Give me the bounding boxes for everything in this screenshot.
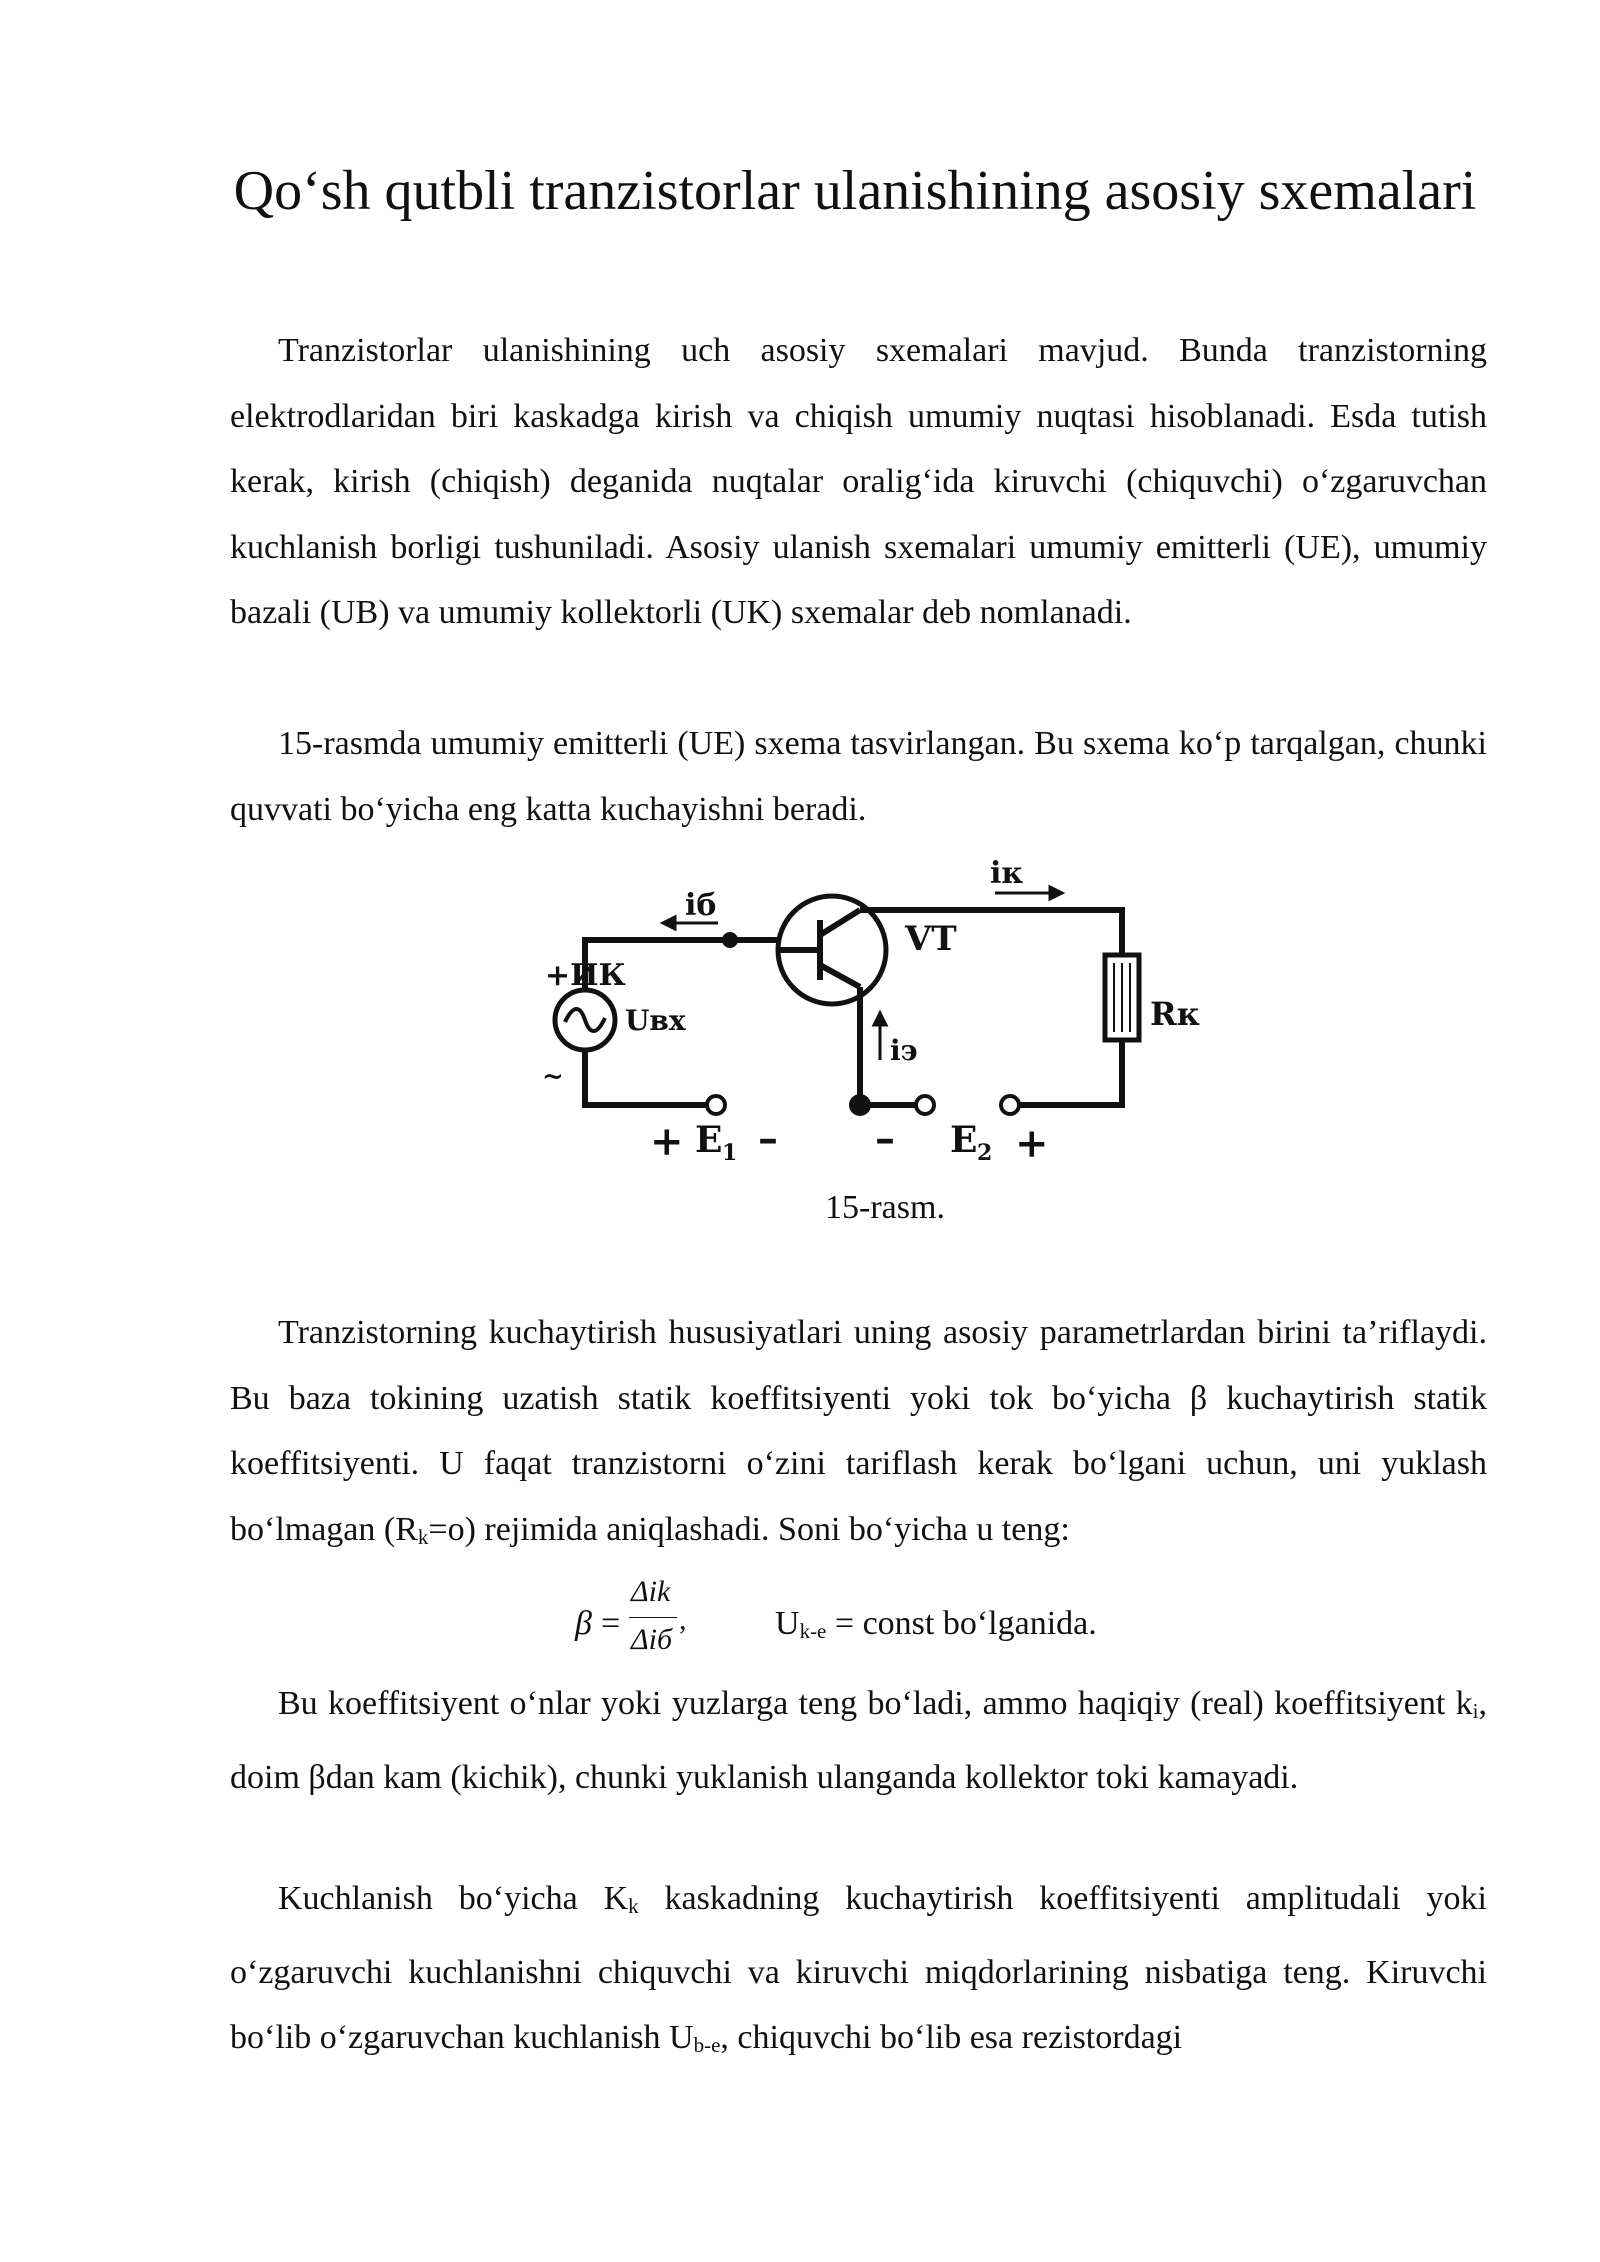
paragraph-3-sub: k [417, 1524, 429, 1549]
terminal-e2-plus [1001, 1096, 1019, 1114]
label-uvx: Uвх [625, 1004, 686, 1037]
paragraph-3 [230, 1300, 1487, 1570]
formula-equals: = [601, 1605, 621, 1642]
paragraph-2 [230, 711, 1487, 842]
page-title: Qo‘sh qutbli tranzistorlar ulanishining asosiy sxemalari [233, 160, 1477, 222]
paragraph-4-text: Bu koeffitsiyent o‘nlar yoki yuzlarga teng bo‘ladi, ammo haqiqiy (real) koeffitsiyent k [278, 1685, 1473, 1722]
paragraph-5-sub: k [628, 1894, 639, 1918]
terminal-e2-minus [916, 1096, 934, 1114]
label-ie: iэ [890, 1034, 918, 1067]
beta-formula [575, 1575, 1275, 1675]
formula-fraction-bar [629, 1617, 677, 1618]
paragraph-4-tail: , doim βdan kam (kichik), chunki yuklanish ulanganda kollektor toki kamayadi. [230, 1685, 1487, 1796]
paragraph-3-tail: =o) rejimida aniqlashadi. Soni bo‘yicha u teng: [428, 1510, 1070, 1548]
paragraph-5 [230, 1866, 1487, 2079]
paragraph-2-text: 15-rasmda umumiy emitterli (UE) sxema tasvirlangan. Bu sxema ko‘p tarqalgan, chunki quvvati bo‘yicha eng katta kuchayishni beradi. [230, 725, 1487, 828]
label-e2-plus: + [1015, 1120, 1049, 1167]
paragraph-5-mid: kaskadning kuchaytirish koeffitsiyenti amplitudali yoki o‘zgaruvchi kuchlanishni chiquvchi va kiruvchi miqdorlarining nisbatiga teng. Kiruvchi bo‘lib o‘zgaruvchan kuchlanish U [230, 1880, 1487, 2056]
label-ib: iб [685, 888, 717, 923]
label-e2-sub: 2 [977, 1140, 993, 1166]
formula-condition-sub: k-e [799, 1619, 827, 1643]
formula-comma: , [679, 1603, 687, 1636]
paragraph-5-sub2: b-e [693, 2033, 721, 2057]
label-e1-sub: 1 [722, 1140, 738, 1166]
label-e2: E [950, 1119, 978, 1161]
terminal-e1 [707, 1096, 725, 1114]
label-ik: iк [990, 856, 1024, 891]
paragraph-1-text: Tranzistorlar ulanishining uch asosiy sxemalari mavjud. Bunda tranzistorning elektrodlaridan biri kaskadga kirish va chiqish umumiy nuqtasi hisoblanadi. Esda tutish kerak, kirish (chiqish) deganida nuqtalar oralig‘ida kiruvchi (chiquvchi) o‘zgaruvchan kuchlanish borligi tushuniladi. Asosiy ulanish sxemalari umumiy emitterli (UE), umumiy bazali (UB) va umumiy kollektorli (UK) sxemalar deb nomlanadi. [230, 332, 1487, 631]
label-e1: E [695, 1119, 723, 1161]
label-vt: VT [905, 919, 957, 959]
formula-condition-u: U [775, 1605, 800, 1642]
label-ik-source: +ИК [545, 958, 626, 993]
paragraph-4-sub: i [1472, 1699, 1479, 1723]
ground-node [849, 1094, 871, 1116]
label-rk: Rк [1150, 995, 1200, 1033]
paragraph-5-tail: , chiquvchi bo‘lib esa rezistordagi [720, 2019, 1183, 2056]
formula-condition [775, 1605, 1097, 1644]
label-e1-minus: – [758, 1115, 778, 1162]
paragraph-5-text: Kuchlanish bo‘yicha K [278, 1880, 629, 1917]
circuit-diagram [530, 855, 1250, 1185]
label-e2-minus: – [875, 1115, 895, 1162]
label-source-minus: ~ [542, 1062, 564, 1092]
formula-condition-tail: = const bo‘lganida. [826, 1605, 1097, 1642]
formula-beta: β [575, 1605, 592, 1642]
paragraph-3-text: Tranzistorning kuchaytirish hususiyatlari uning asosiy parametrlardan birini ta’riflaydi. Bu baza tokining uzatish statik koeffitsiyenti yoki tok bo‘yicha β kuchaytirish statik koeffitsiyenti. U faqat tranzistorni o‘zini tariflash kerak bo‘lgani uchun, uni yuklash bo‘lmagan (R [230, 1314, 1487, 1548]
formula-denominator: Δiб [631, 1623, 673, 1656]
figure-caption: 15-rasm. [825, 1189, 945, 1226]
formula-numerator: Δik [631, 1575, 671, 1608]
paragraph-1 [230, 318, 1487, 646]
label-e1-plus: + [650, 1118, 684, 1165]
paragraph-4 [230, 1671, 1487, 1810]
